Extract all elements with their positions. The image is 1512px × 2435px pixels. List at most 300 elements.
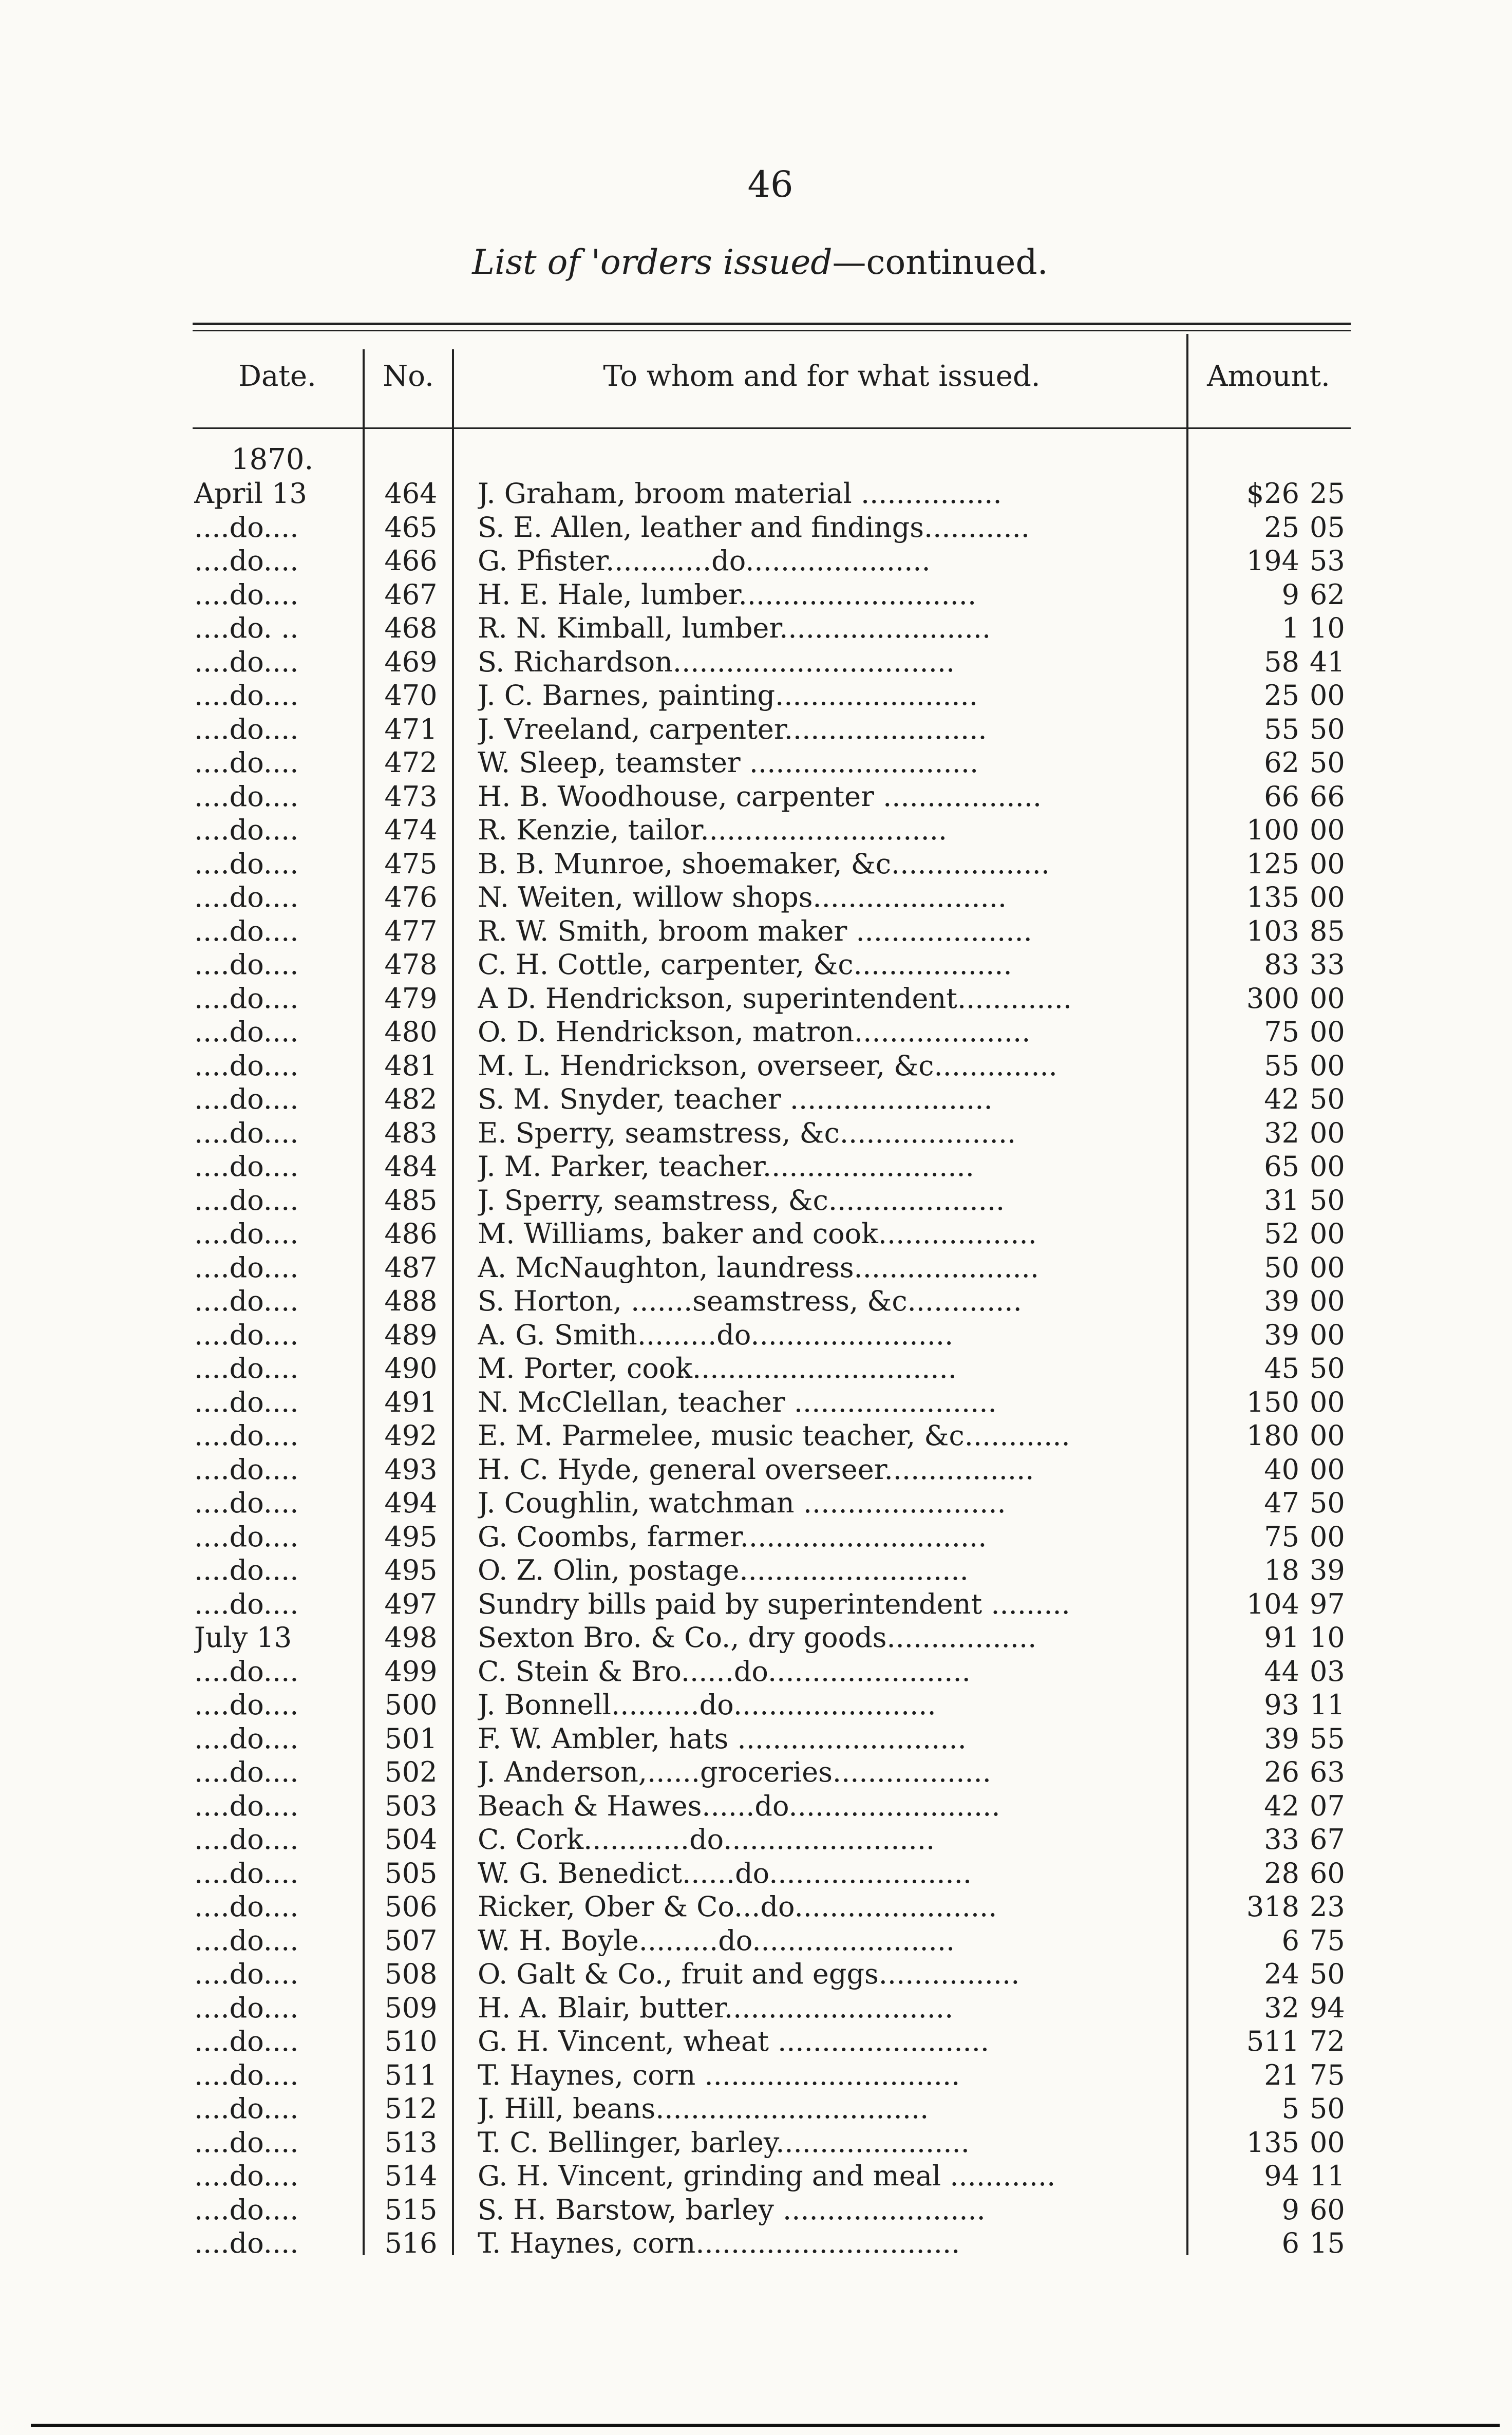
row-number: 515 — [384, 2193, 438, 2226]
row-description: J. Anderson,......groceries.................. — [478, 1756, 991, 1788]
table-row — [0, 1419, 1512, 1453]
row-amount-cents: 00 — [1310, 1218, 1345, 1250]
row-date: ....do.... — [194, 881, 299, 913]
row-date: ....do.... — [194, 545, 299, 577]
table-row — [0, 477, 1512, 511]
row-description: O. D. Hendrickson, matron.................... — [478, 1016, 1031, 1048]
row-amount-dollars: 62 — [1264, 746, 1299, 779]
row-description: A. G. Smith.........do....................... — [478, 1318, 954, 1351]
row-amount-cents: 00 — [1310, 1016, 1345, 1048]
row-amount-dollars: 18 — [1264, 1554, 1299, 1586]
table-row — [0, 1486, 1512, 1520]
row-date: ....do.... — [194, 1924, 299, 1957]
row-amount-cents: 50 — [1310, 746, 1345, 779]
title-italic: List of 'orders issued — [472, 242, 833, 282]
row-number: 485 — [384, 1184, 438, 1216]
row-amount-cents: 00 — [1310, 1251, 1345, 1284]
row-description: J. C. Barnes, painting....................... — [478, 679, 978, 711]
row-amount-dollars: 9 — [1281, 2193, 1299, 2226]
row-description: E. Sperry, seamstress, &c.................... — [478, 1116, 1016, 1149]
row-description: W. H. Boyle.........do....................... — [478, 1924, 955, 1957]
row-amount-dollars: $26 — [1246, 477, 1299, 510]
row-amount-cents: 50 — [1310, 713, 1345, 745]
row-number: 505 — [384, 1857, 438, 1889]
row-amount-cents: 00 — [1310, 1453, 1345, 1486]
row-date: ....do.... — [194, 2058, 299, 2091]
row-date: July 13 — [194, 1621, 292, 1654]
row-amount-cents: 05 — [1310, 511, 1345, 544]
orders-table — [0, 477, 1512, 2260]
row-amount-dollars: 28 — [1264, 1857, 1299, 1889]
row-amount-dollars: 21 — [1264, 2058, 1299, 2091]
row-amount-cents: 10 — [1310, 612, 1345, 644]
row-number: 480 — [384, 1016, 438, 1048]
row-number: 507 — [384, 1924, 438, 1957]
row-number: 514 — [384, 2160, 438, 2192]
table-row — [0, 1587, 1512, 1621]
table-row — [0, 1621, 1512, 1655]
header-date: Date. — [238, 360, 316, 393]
row-description: S. Richardson................................ — [478, 645, 955, 678]
row-number: 481 — [384, 1049, 438, 1082]
title-continued: —continued. — [832, 242, 1048, 282]
row-date: ....do.... — [194, 1655, 299, 1688]
row-date: ....do.... — [194, 746, 299, 779]
table-row — [0, 1688, 1512, 1722]
table-row — [0, 2058, 1512, 2092]
row-amount-cents: 50 — [1310, 1184, 1345, 1216]
row-description: Beach & Hawes......do........................ — [478, 1789, 1000, 1822]
row-amount-cents: 50 — [1310, 1352, 1345, 1384]
row-amount-cents: 00 — [1310, 1049, 1345, 1082]
row-number: 465 — [384, 511, 438, 544]
row-amount-dollars: 135 — [1246, 2126, 1299, 2159]
table-row — [0, 1453, 1512, 1487]
row-description: M. Porter, cook.............................. — [478, 1352, 957, 1384]
row-amount-cents: 00 — [1310, 814, 1345, 846]
row-amount-dollars: 75 — [1264, 1016, 1299, 1048]
table-row — [0, 948, 1512, 982]
row-description: G. H. Vincent, grinding and meal ............ — [478, 2160, 1056, 2192]
table-row — [0, 1049, 1512, 1083]
row-amount-cents: 00 — [1310, 982, 1345, 1015]
row-amount-dollars: 511 — [1246, 2025, 1299, 2057]
row-description: H. E. Hale, lumber........................... — [478, 578, 977, 611]
row-date: ....do.... — [194, 511, 299, 544]
table-row — [0, 2126, 1512, 2160]
row-amount-dollars: 55 — [1264, 713, 1299, 745]
row-amount-cents: 00 — [1310, 1520, 1345, 1553]
row-description: J. Hill, beans............................... — [478, 2092, 929, 2125]
row-description: E. M. Parmelee, music teacher, &c............ — [478, 1419, 1070, 1452]
row-amount-dollars: 32 — [1264, 1116, 1299, 1149]
row-description: O. Galt & Co., fruit and eggs................ — [478, 1958, 1020, 1990]
row-description: J. Graham, broom material ................ — [478, 477, 1002, 510]
row-number: 483 — [384, 1116, 438, 1149]
table-row — [0, 578, 1512, 612]
row-number: 497 — [384, 1587, 438, 1620]
row-number: 482 — [384, 1083, 438, 1115]
row-date: ....do.... — [194, 1823, 299, 1856]
row-description: T. Haynes, corn ............................. — [478, 2058, 960, 2091]
row-number: 490 — [384, 1352, 438, 1384]
row-date: ....do.... — [194, 1318, 299, 1351]
row-amount-dollars: 125 — [1246, 847, 1299, 880]
table-row — [0, 2159, 1512, 2193]
table-row — [0, 1184, 1512, 1218]
row-description: S. E. Allen, leather and findings............ — [478, 511, 1030, 544]
row-description: Sexton Bro. & Co., dry goods................. — [478, 1621, 1037, 1654]
row-amount-dollars: 52 — [1264, 1218, 1299, 1250]
table-row — [0, 881, 1512, 914]
table-row — [0, 1352, 1512, 1385]
table-row — [0, 1991, 1512, 2025]
row-amount-cents: 00 — [1310, 1385, 1345, 1418]
row-description: R. N. Kimball, lumber........................ — [478, 612, 991, 644]
row-description: A. McNaughton, laundress..................... — [478, 1251, 1039, 1284]
row-description: N. Weiten, willow shops...................... — [478, 881, 1007, 913]
row-number: 486 — [384, 1218, 438, 1250]
table-row — [0, 2025, 1512, 2058]
row-amount-cents: 00 — [1310, 881, 1345, 913]
row-amount-dollars: 44 — [1264, 1655, 1299, 1688]
table-row — [0, 1284, 1512, 1318]
row-date: ....do.... — [194, 713, 299, 745]
row-date: ....do.... — [194, 2092, 299, 2125]
row-date: ....do.... — [194, 2227, 299, 2259]
row-date: ....do.... — [194, 1285, 299, 1317]
row-amount-dollars: 39 — [1264, 1285, 1299, 1317]
row-date: ....do.... — [194, 847, 299, 880]
row-amount-cents: 25 — [1310, 477, 1345, 510]
row-description: J. Coughlin, watchman ....................... — [478, 1487, 1006, 1519]
row-number: 469 — [384, 645, 438, 678]
row-amount-dollars: 40 — [1264, 1453, 1299, 1486]
row-amount-dollars: 6 — [1281, 1924, 1299, 1957]
row-number: 479 — [384, 982, 438, 1015]
table-row — [0, 1217, 1512, 1251]
row-description: C. H. Cottle, carpenter, &c.................. — [478, 948, 1012, 981]
row-description: Sundry bills paid by superintendent ......... — [478, 1587, 1070, 1620]
row-date: ....do.... — [194, 1419, 299, 1452]
row-amount-dollars: 150 — [1246, 1385, 1299, 1418]
row-amount-cents: 50 — [1310, 1487, 1345, 1519]
row-description: S. H. Barstow, barley ....................... — [478, 2193, 986, 2226]
row-amount-dollars: 45 — [1264, 1352, 1299, 1384]
row-amount-cents: 00 — [1310, 2126, 1345, 2159]
row-amount-dollars: 180 — [1246, 1419, 1299, 1452]
row-amount-dollars: 39 — [1264, 1722, 1299, 1755]
table-row — [0, 1722, 1512, 1756]
row-amount-cents: 10 — [1310, 1621, 1345, 1654]
row-amount-cents: 66 — [1310, 780, 1345, 813]
table-row — [0, 1385, 1512, 1419]
year-label: 1870. — [231, 443, 314, 476]
row-amount-dollars: 83 — [1264, 948, 1299, 981]
row-amount-dollars: 47 — [1264, 1487, 1299, 1519]
row-number: 503 — [384, 1789, 438, 1822]
row-number: 476 — [384, 881, 438, 913]
row-description: J. Vreeland, carpenter....................... — [478, 713, 987, 745]
row-amount-cents: 63 — [1310, 1756, 1345, 1788]
row-amount-cents: 00 — [1310, 679, 1345, 711]
row-amount-cents: 39 — [1310, 1554, 1345, 1586]
row-number: 495 — [384, 1520, 438, 1553]
row-amount-dollars: 1 — [1281, 612, 1299, 644]
row-number: 501 — [384, 1722, 438, 1755]
row-amount-dollars: 33 — [1264, 1823, 1299, 1856]
row-date: ....do.... — [194, 679, 299, 711]
row-description: H. B. Woodhouse, carpenter .................. — [478, 780, 1042, 813]
header-description: To whom and for what issued. — [603, 360, 1041, 393]
row-date: ....do.... — [194, 1991, 299, 2024]
row-description: W. Sleep, teamster .......................... — [478, 746, 979, 779]
row-number: 468 — [384, 612, 438, 644]
row-amount-cents: 33 — [1310, 948, 1345, 981]
row-date: April 13 — [194, 477, 307, 510]
row-amount-cents: 00 — [1310, 1116, 1345, 1149]
row-description: A D. Hendrickson, superintendent............. — [478, 982, 1072, 1015]
table-row — [0, 1318, 1512, 1352]
table-row — [0, 679, 1512, 713]
table-row — [0, 1857, 1512, 1890]
table-row — [0, 847, 1512, 881]
row-number: 513 — [384, 2126, 438, 2159]
table-row — [0, 2226, 1512, 2260]
row-date: ....do.... — [194, 578, 299, 611]
row-description: J. Sperry, seamstress, &c.................... — [478, 1184, 1005, 1216]
row-description: G. Pfister............do..................... — [478, 545, 931, 577]
row-date: ....do.... — [194, 1554, 299, 1586]
row-amount-dollars: 135 — [1246, 881, 1299, 913]
row-amount-dollars: 42 — [1264, 1789, 1299, 1822]
row-number: 495 — [384, 1554, 438, 1586]
row-amount-cents: 94 — [1310, 1991, 1345, 2024]
row-date: ....do.... — [194, 914, 299, 947]
table-row — [0, 1655, 1512, 1689]
table-row — [0, 511, 1512, 545]
table-row — [0, 1957, 1512, 1991]
row-amount-cents: 75 — [1310, 2058, 1345, 2091]
row-description: J. Bonnell..........do....................... — [478, 1689, 936, 1721]
page-number: 46 — [747, 163, 793, 205]
row-number: 511 — [384, 2058, 438, 2091]
row-date: ....do.... — [194, 1587, 299, 1620]
row-date: ....do.... — [194, 1116, 299, 1149]
row-date: ....do.... — [194, 1722, 299, 1755]
row-amount-dollars: 318 — [1246, 1890, 1299, 1923]
row-amount-dollars: 100 — [1246, 814, 1299, 846]
row-amount-cents: 00 — [1310, 1285, 1345, 1317]
table-row — [0, 1015, 1512, 1049]
row-number: 504 — [384, 1823, 438, 1856]
row-date: ....do.... — [194, 2025, 299, 2057]
row-date: ....do.... — [194, 1016, 299, 1048]
row-description: C. Cork............do........................ — [478, 1823, 935, 1856]
row-amount-dollars: 24 — [1264, 1958, 1299, 1990]
row-date: ....do.... — [194, 1385, 299, 1418]
row-number: 467 — [384, 578, 438, 611]
row-number: 498 — [384, 1621, 438, 1654]
row-number: 516 — [384, 2227, 438, 2259]
table-row — [0, 1755, 1512, 1789]
row-description: R. Kenzie, tailor............................ — [478, 814, 948, 846]
row-date: ....do.... — [194, 814, 299, 846]
row-date: ....do.... — [194, 948, 299, 981]
row-amount-cents: 50 — [1310, 1083, 1345, 1115]
row-number: 499 — [384, 1655, 438, 1688]
row-date: ....do.... — [194, 1487, 299, 1519]
row-description: Ricker, Ober & Co...do....................... — [478, 1890, 997, 1923]
row-number: 500 — [384, 1689, 438, 1721]
row-amount-cents: 41 — [1310, 645, 1345, 678]
table-row — [0, 713, 1512, 746]
row-date: ....do.... — [194, 1150, 299, 1183]
row-amount-dollars: 25 — [1264, 511, 1299, 544]
row-description: S. M. Snyder, teacher ....................... — [478, 1083, 993, 1115]
row-amount-dollars: 42 — [1264, 1083, 1299, 1115]
row-amount-dollars: 55 — [1264, 1049, 1299, 1082]
row-number: 472 — [384, 746, 438, 779]
row-number: 494 — [384, 1487, 438, 1519]
row-number: 466 — [384, 545, 438, 577]
row-number: 474 — [384, 814, 438, 846]
table-row — [0, 914, 1512, 948]
row-amount-dollars: 31 — [1264, 1184, 1299, 1216]
table-row — [0, 1890, 1512, 1924]
row-amount-cents: 00 — [1310, 1150, 1345, 1183]
row-number: 478 — [384, 948, 438, 981]
row-amount-dollars: 66 — [1264, 780, 1299, 813]
row-description: B. B. Munroe, shoemaker, &c.................. — [478, 847, 1050, 880]
row-amount-cents: 72 — [1310, 2025, 1345, 2057]
row-amount-cents: 11 — [1310, 1689, 1345, 1721]
table-row — [0, 1116, 1512, 1150]
row-description: G. Coombs, farmer............................ — [478, 1520, 987, 1553]
row-date: ....do.... — [194, 1689, 299, 1721]
row-amount-cents: 11 — [1310, 2160, 1345, 2192]
row-description: M. Williams, baker and cook.................. — [478, 1218, 1037, 1250]
row-amount-cents: 00 — [1310, 1318, 1345, 1351]
row-amount-cents: 23 — [1310, 1890, 1345, 1923]
row-number: 510 — [384, 2025, 438, 2057]
row-number: 509 — [384, 1991, 438, 2024]
table-row — [0, 1520, 1512, 1554]
row-amount-dollars: 104 — [1246, 1587, 1299, 1620]
table-row — [0, 1082, 1512, 1116]
row-amount-dollars: 9 — [1281, 578, 1299, 611]
table-row — [0, 611, 1512, 645]
row-amount-dollars: 32 — [1264, 1991, 1299, 2024]
row-amount-cents: 62 — [1310, 578, 1345, 611]
row-amount-cents: 50 — [1310, 2092, 1345, 2125]
row-description: F. W. Ambler, hats .......................... — [478, 1722, 967, 1755]
row-date: ....do.... — [194, 1049, 299, 1082]
row-date: ....do.... — [194, 2193, 299, 2226]
row-number: 473 — [384, 780, 438, 813]
page-title — [360, 242, 1161, 282]
row-date: ....do. .. — [194, 612, 299, 644]
table-row — [0, 1150, 1512, 1184]
row-amount-cents: 55 — [1310, 1722, 1345, 1755]
row-description: J. M. Parker, teacher........................ — [478, 1150, 974, 1183]
row-number: 502 — [384, 1756, 438, 1788]
page-bottom-rule — [31, 2424, 1500, 2427]
row-amount-dollars: 39 — [1264, 1318, 1299, 1351]
row-number: 508 — [384, 1958, 438, 1990]
table-row — [0, 544, 1512, 578]
row-amount-cents: 60 — [1310, 1857, 1345, 1889]
table-row — [0, 2092, 1512, 2126]
row-amount-cents: 53 — [1310, 545, 1345, 577]
row-date: ....do.... — [194, 1352, 299, 1384]
row-amount-cents: 07 — [1310, 1789, 1345, 1822]
top-rule-thin — [193, 330, 1351, 331]
row-amount-dollars: 26 — [1264, 1756, 1299, 1788]
row-amount-dollars: 65 — [1264, 1150, 1299, 1183]
header-no: No. — [383, 360, 434, 393]
row-date: ....do.... — [194, 2126, 299, 2159]
row-amount-dollars: 75 — [1264, 1520, 1299, 1553]
row-date: ....do.... — [194, 1857, 299, 1889]
row-date: ....do.... — [194, 1890, 299, 1923]
row-date: ....do.... — [194, 1184, 299, 1216]
row-description: T. Haynes, corn.............................. — [478, 2227, 960, 2259]
table-row — [0, 1924, 1512, 1958]
table-row — [0, 780, 1512, 814]
table-row — [0, 982, 1512, 1016]
table-row — [0, 746, 1512, 780]
row-date: ....do.... — [194, 982, 299, 1015]
table-row — [0, 1789, 1512, 1823]
row-amount-dollars: 91 — [1264, 1621, 1299, 1654]
row-number: 484 — [384, 1150, 438, 1183]
row-amount-dollars: 194 — [1246, 545, 1299, 577]
header-rule — [193, 427, 1351, 429]
table-row — [0, 1251, 1512, 1285]
table-row — [0, 2193, 1512, 2227]
row-number: 489 — [384, 1318, 438, 1351]
row-description: W. G. Benedict......do....................... — [478, 1857, 972, 1889]
row-amount-cents: 03 — [1310, 1655, 1345, 1688]
row-number: 512 — [384, 2092, 438, 2125]
row-number: 493 — [384, 1453, 438, 1486]
table-row — [0, 813, 1512, 847]
row-date: ....do.... — [194, 1520, 299, 1553]
row-number: 471 — [384, 713, 438, 745]
row-amount-dollars: 103 — [1246, 914, 1299, 947]
header-amount: Amount. — [1207, 360, 1330, 393]
row-amount-dollars: 5 — [1281, 2092, 1299, 2125]
row-amount-dollars: 6 — [1281, 2227, 1299, 2259]
row-description: M. L. Hendrickson, overseer, &c.............. — [478, 1049, 1057, 1082]
row-amount-cents: 50 — [1310, 1958, 1345, 1990]
row-description: S. Horton, .......seamstress, &c............. — [478, 1285, 1022, 1317]
row-number: 464 — [384, 477, 438, 510]
row-date: ....do.... — [194, 1958, 299, 1990]
row-amount-cents: 00 — [1310, 847, 1345, 880]
row-date: ....do.... — [194, 780, 299, 813]
row-number: 487 — [384, 1251, 438, 1284]
row-amount-dollars: 93 — [1264, 1689, 1299, 1721]
row-amount-cents: 60 — [1310, 2193, 1345, 2226]
row-number: 506 — [384, 1890, 438, 1923]
table-row — [0, 1553, 1512, 1587]
row-number: 491 — [384, 1385, 438, 1418]
row-number: 470 — [384, 679, 438, 711]
row-number: 492 — [384, 1419, 438, 1452]
row-description: H. A. Blair, butter.......................... — [478, 1991, 954, 2024]
